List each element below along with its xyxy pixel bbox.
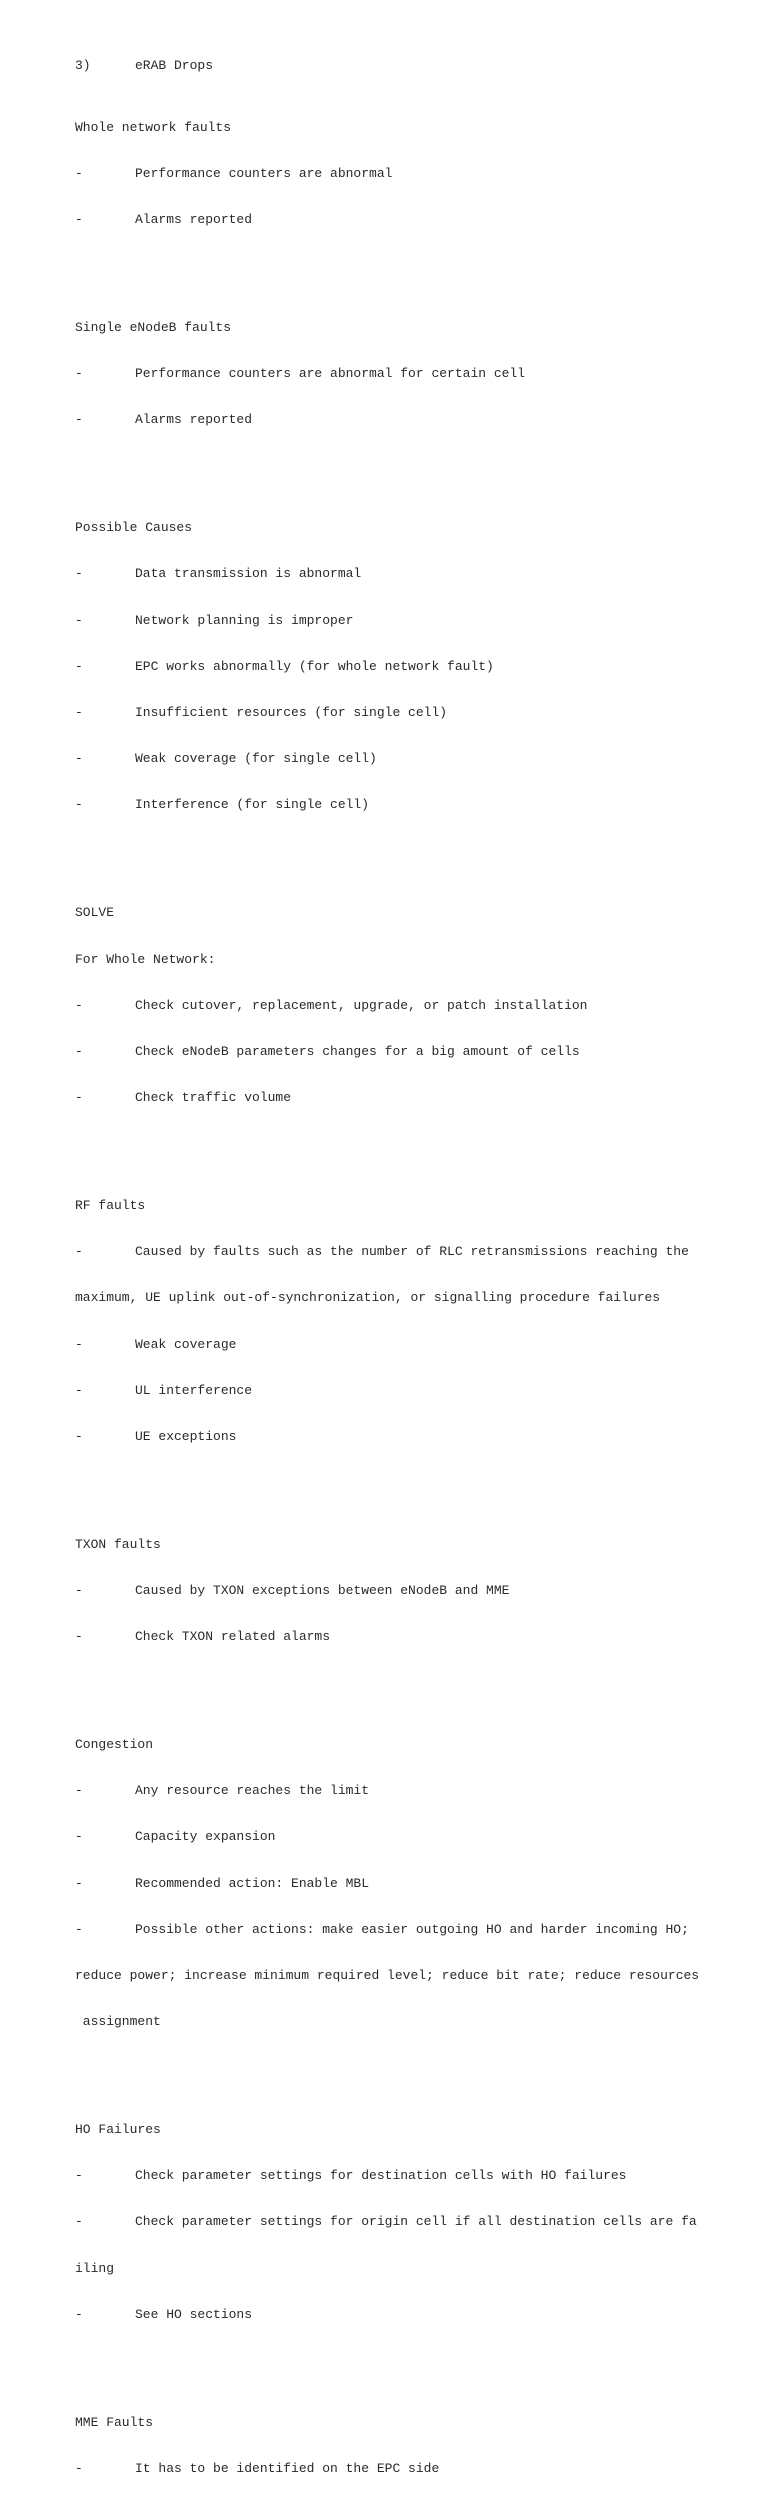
bullet-dash: - [75,1244,83,1260]
list-item-text: Any resource reaches the limit [135,1783,370,1799]
blank-line [75,459,715,474]
possible-causes-title: Possible Causes [75,520,193,536]
txon-faults-title: TXON faults [75,1536,161,1552]
list-item-text: Caused by faults such as the number of RLC retransmissions reaching the [135,1244,689,1260]
bullet-dash: - [75,751,83,767]
blank-line [75,844,715,859]
list-item-text: Check parameter settings for destination cells with HO failures [135,2168,627,2184]
blank-line [75,1475,715,1490]
list-item-text: Alarms reported [135,212,253,228]
bullet-dash: - [75,1629,83,1645]
heading-title: eRAB Drops [135,58,214,74]
list-item-continuation: assignment [75,2014,161,2030]
list-item-text: Interference (for single cell) [135,797,370,813]
bullet-dash: - [75,612,83,628]
list-item [75,1876,715,1891]
list-item [75,2214,715,2229]
bullet-dash: - [75,797,83,813]
bullet-dash: - [75,1921,83,1937]
blank-line [75,2060,715,2075]
bullet-dash: - [75,2168,83,2184]
bullet-dash: - [75,212,83,228]
list-item-text: Check parameter settings for origin cell if all destination cells are fa [135,2214,697,2230]
bullet-dash: - [75,366,83,382]
solve-title: SOLVE [75,905,115,921]
list-item-text: Data transmission is abnormal [135,566,362,582]
list-item-text: Check eNodeB parameters changes for a big amount of cells [135,1043,580,1059]
list-item [75,998,715,1013]
list-item-continuation: maximum, UE uplink out-of-synchronization, or signalling procedure failures [75,1290,661,1306]
bullet-dash: - [75,2460,83,2476]
section-heading [75,58,715,73]
list-item-text: Alarms reported [135,412,253,428]
list-item-text: Recommended action: Enable MBL [135,1875,370,1891]
list-item-text: Weak coverage (for single cell) [135,751,377,767]
blank-line [75,258,715,273]
list-item [75,1922,715,1937]
list-item [75,366,715,381]
list-item [75,2307,715,2322]
list-item-text: Possible other actions: make easier outgoing HO and harder incoming HO; [135,1921,689,1937]
rf-faults-title: RF faults [75,1197,146,1213]
list-item [75,1244,715,1259]
bullet-dash: - [75,1090,83,1106]
list-item-continuation: iling [75,2260,115,2276]
list-item [75,1629,715,1644]
list-item-text: Check TXON related alarms [135,1629,331,1645]
list-item-continuation: reduce power; increase minimum required level; reduce bit rate; reduce resources [75,1967,700,1983]
list-item [75,212,715,227]
bullet-dash: - [75,658,83,674]
bullet-dash: - [75,1336,83,1352]
list-item-text: UE exceptions [135,1428,237,1444]
bullet-dash: - [75,2214,83,2230]
whole-network-faults-title: Whole network faults [75,119,232,135]
mme-faults-title: MME Faults [75,2414,154,2430]
list-item-text: Insufficient resources (for single cell) [135,705,448,721]
bullet-dash: - [75,705,83,721]
list-item-text: Capacity expansion [135,1829,276,1845]
blank-line [75,2353,715,2368]
bullet-dash: - [75,566,83,582]
list-item [75,566,715,581]
bullet-dash: - [75,1582,83,1598]
list-item [75,705,715,720]
bullet-dash: - [75,1428,83,1444]
bullet-dash: - [75,1043,83,1059]
blank-line [75,1675,715,1690]
list-item [75,751,715,766]
list-item [75,166,715,181]
bullet-dash: - [75,412,83,428]
list-item-text: Performance counters are abnormal [135,166,393,182]
bullet-dash: - [75,997,83,1013]
list-item [75,1044,715,1059]
list-item-text: See HO sections [135,2306,253,2322]
solve-subtitle: For Whole Network: [75,951,216,967]
list-item [75,1383,715,1398]
list-item [75,1337,715,1352]
list-item [75,1090,715,1105]
bullet-dash: - [75,166,83,182]
list-item-text: It has to be identified on the EPC side [135,2460,440,2476]
single-enodeb-faults-title: Single eNodeB faults [75,320,232,336]
list-item [75,2168,715,2183]
list-item-text: Check cutover, replacement, upgrade, or patch installation [135,997,588,1013]
list-item [75,1583,715,1598]
list-item [75,613,715,628]
list-item [75,1783,715,1798]
heading-number: 3) [75,58,91,74]
list-item [75,1829,715,1844]
bullet-dash: - [75,1875,83,1891]
bullet-dash: - [75,1382,83,1398]
list-item-text: Check traffic volume [135,1090,292,1106]
bullet-dash: - [75,1783,83,1799]
list-item-text: Performance counters are abnormal for certain cell [135,366,526,382]
list-item [75,797,715,812]
document-body [75,12,715,2507]
list-item-text: Caused by TXON exceptions between eNodeB and MME [135,1582,510,1598]
congestion-title: Congestion [75,1736,154,1752]
list-item-text: UL interference [135,1382,253,1398]
list-item-text: EPC works abnormally (for whole network fault) [135,658,494,674]
bullet-dash: - [75,2306,83,2322]
ho-failures-title: HO Failures [75,2122,161,2137]
list-item-text: Weak coverage [135,1336,237,1352]
bullet-dash: - [75,1829,83,1845]
list-item [75,2461,715,2476]
list-item-text: Network planning is improper [135,612,354,628]
list-item [75,412,715,427]
blank-line [75,1136,715,1151]
list-item [75,659,715,674]
list-item [75,1429,715,1444]
